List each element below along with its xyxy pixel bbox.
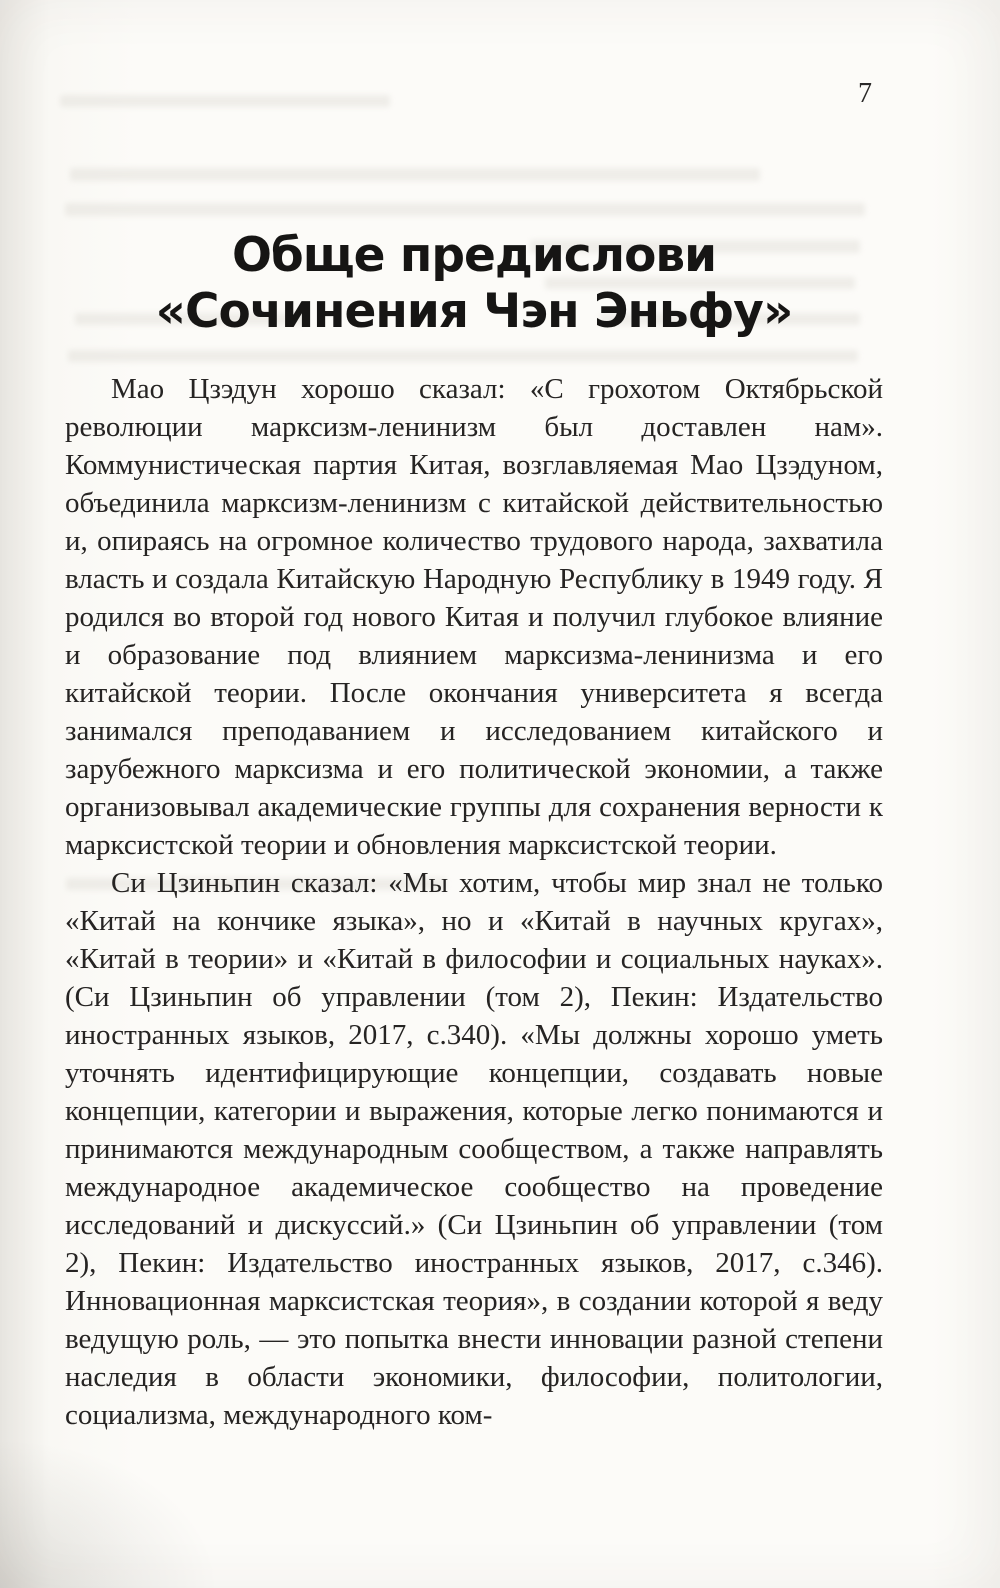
paragraph: Мао Цзэдун хорошо сказал: «С грохотом Октябрьской революции марксизм-ленинизм был доставлен нам». Коммунистическая партия Китая, возглавляемая Мао Цзэдуном, объединила марксизм-ленинизм с китайской действительностью и, опираясь на огромное количество трудового народа, захватила власть и создала Китайскую Народную Республику в 1949 году. Я родился во второй год нового Китая и получил глубокое влияние и образование под влиянием марксизма-ленинизма и его китайской теории. После окончания университета я всегда занимался преподаванием и исследованием китайского и зарубежного марксизма и его политической экономии, а также организовывал академические группы для сохранения верности к марксистской теории и обновления марксистской теории. (65, 373, 883, 861)
bleed-through-artifact (70, 168, 760, 181)
body-text (65, 370, 883, 1434)
chapter-title (65, 228, 883, 340)
chapter-title-line-1: Обще предислови (231, 228, 717, 283)
paragraph: Си Цзиньпин сказал: «Мы хотим, чтобы мир знал не только «Китай на кончике языка», но и «Китай в научных кругах», «Китай в теории» и «Китай в философии и социальных науках». (Си Цзиньпин об управлении (том 2), Пекин: Издательство иностранных языков, 2017, с.340). «Мы должны хорошо уметь уточнять идентифицирующие концепции, создавать новые концепции, категории и выражения, которые легко понимаются и принимаются международным сообществом, а также направлять международное академическое сообщество на проведение исследований и дискуссий.» (Си Цзиньпин об управлении (том 2), Пекин: Издательство иностранных языков, 2017, с.346). Инновационная марксистская теория», в создании которой я веду ведущую роль, — это попытка внести инновации разной степени наследия в области экономики, философии, политологии, социализма, международного ком- (65, 867, 883, 1431)
scan-corner-shadow (0, 1438, 220, 1588)
bleed-through-artifact (68, 350, 858, 362)
bleed-through-artifact (60, 95, 390, 107)
page-number: 7 (858, 78, 872, 109)
bleed-through-artifact (65, 203, 865, 216)
chapter-title-line-2: «Сочинения Чэн Эньфу» (155, 284, 793, 339)
